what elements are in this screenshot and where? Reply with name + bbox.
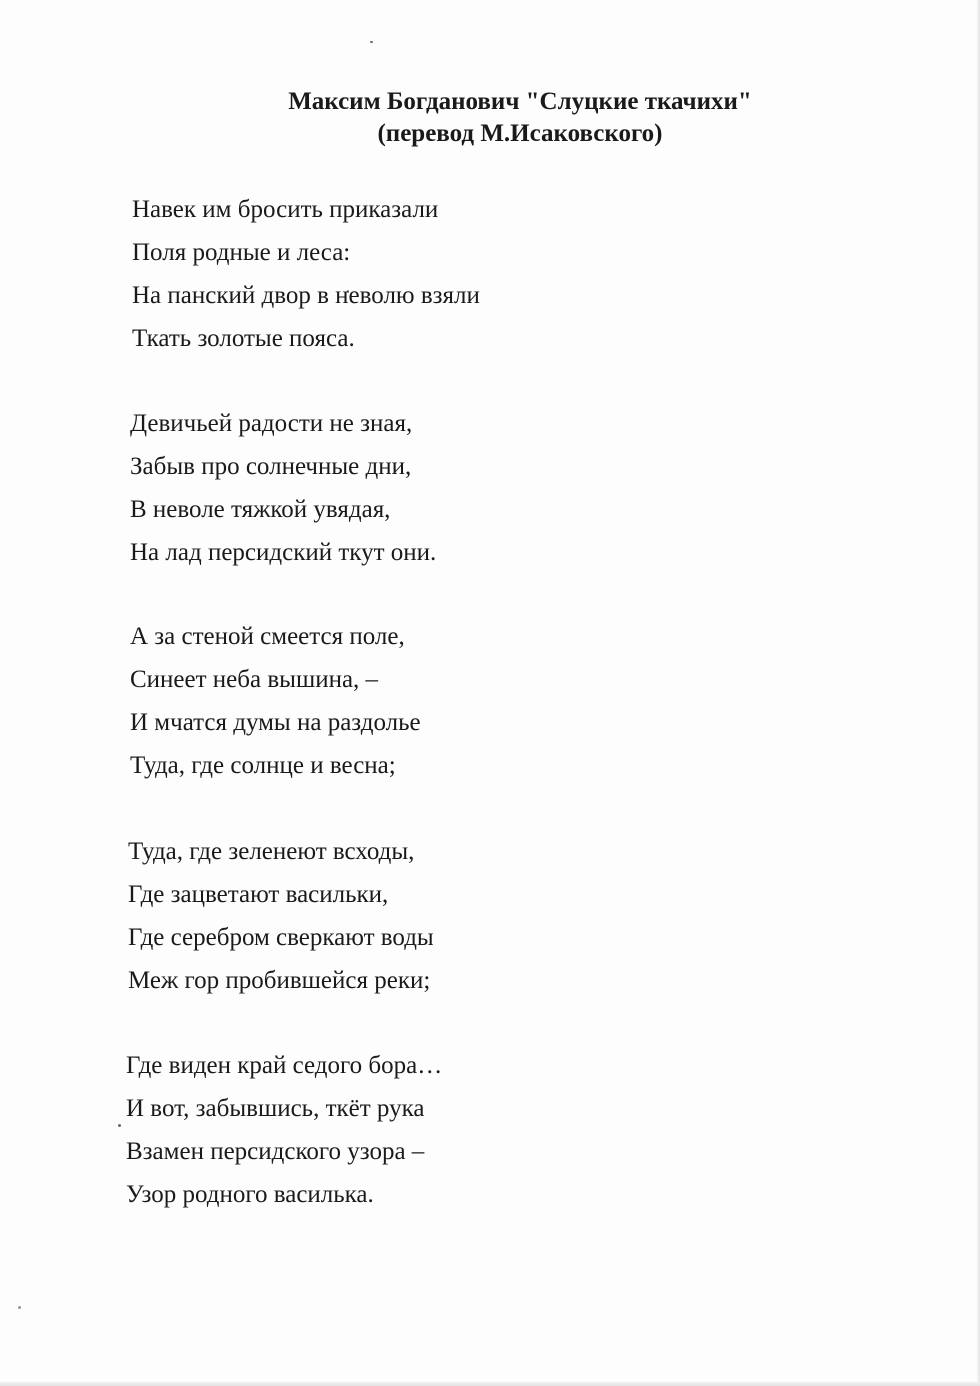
stanza-5 <box>126 1044 442 1216</box>
scan-edge-bottom <box>0 1382 980 1386</box>
verse-line: А за стеной смеется поле, <box>130 623 405 650</box>
verse-line: Туда, где зеленеют всходы, <box>128 838 415 865</box>
scan-speck <box>18 1306 21 1309</box>
verse-line: Где зацветают васильки, <box>128 881 389 908</box>
verse-line: Туда, где солнце и весна; <box>130 752 396 779</box>
stanza-1 <box>132 188 480 360</box>
verse-line: Синеет неба вышина, – <box>130 666 379 693</box>
stanza-4 <box>128 830 434 1002</box>
stanza-3 <box>130 615 421 787</box>
verse-line: Где серебром сверкают воды <box>128 924 434 951</box>
verse-line: Ткать золотые пояса. <box>132 325 355 352</box>
verse-line: Узор родного василька. <box>126 1181 374 1208</box>
verse-line: Поля родные и леса: <box>132 239 351 266</box>
title-translator: (перевод М.Исаковского) <box>377 120 663 147</box>
scan-speck <box>370 41 373 43</box>
verse-line: Навек им бросить приказали <box>132 196 439 223</box>
verse-line: И вот, забывшись, ткёт рука <box>126 1095 425 1122</box>
verse-line: Взамен персидского узора – <box>126 1138 425 1165</box>
verse-line: Забыв про солнечные дни, <box>130 453 412 480</box>
verse-line: В неволе тяжкой увядая, <box>130 496 391 523</box>
verse-line: Меж гор пробившейся реки; <box>128 967 431 994</box>
verse-line: На лад персидский ткут они. <box>130 539 437 566</box>
scan-speck <box>118 1124 121 1127</box>
document-title <box>250 86 790 150</box>
verse-line: На панский двор в неволю взяли <box>132 282 480 309</box>
verse-line: Девичьей радости не зная, <box>130 410 413 437</box>
verse-line: Где виден край седого бора… <box>126 1052 443 1079</box>
title-author-and-work: Максим Богданович "Слуцкие ткачихи" <box>288 88 752 115</box>
stanza-2 <box>130 402 436 574</box>
verse-line: И мчатся думы на раздолье <box>130 709 421 736</box>
